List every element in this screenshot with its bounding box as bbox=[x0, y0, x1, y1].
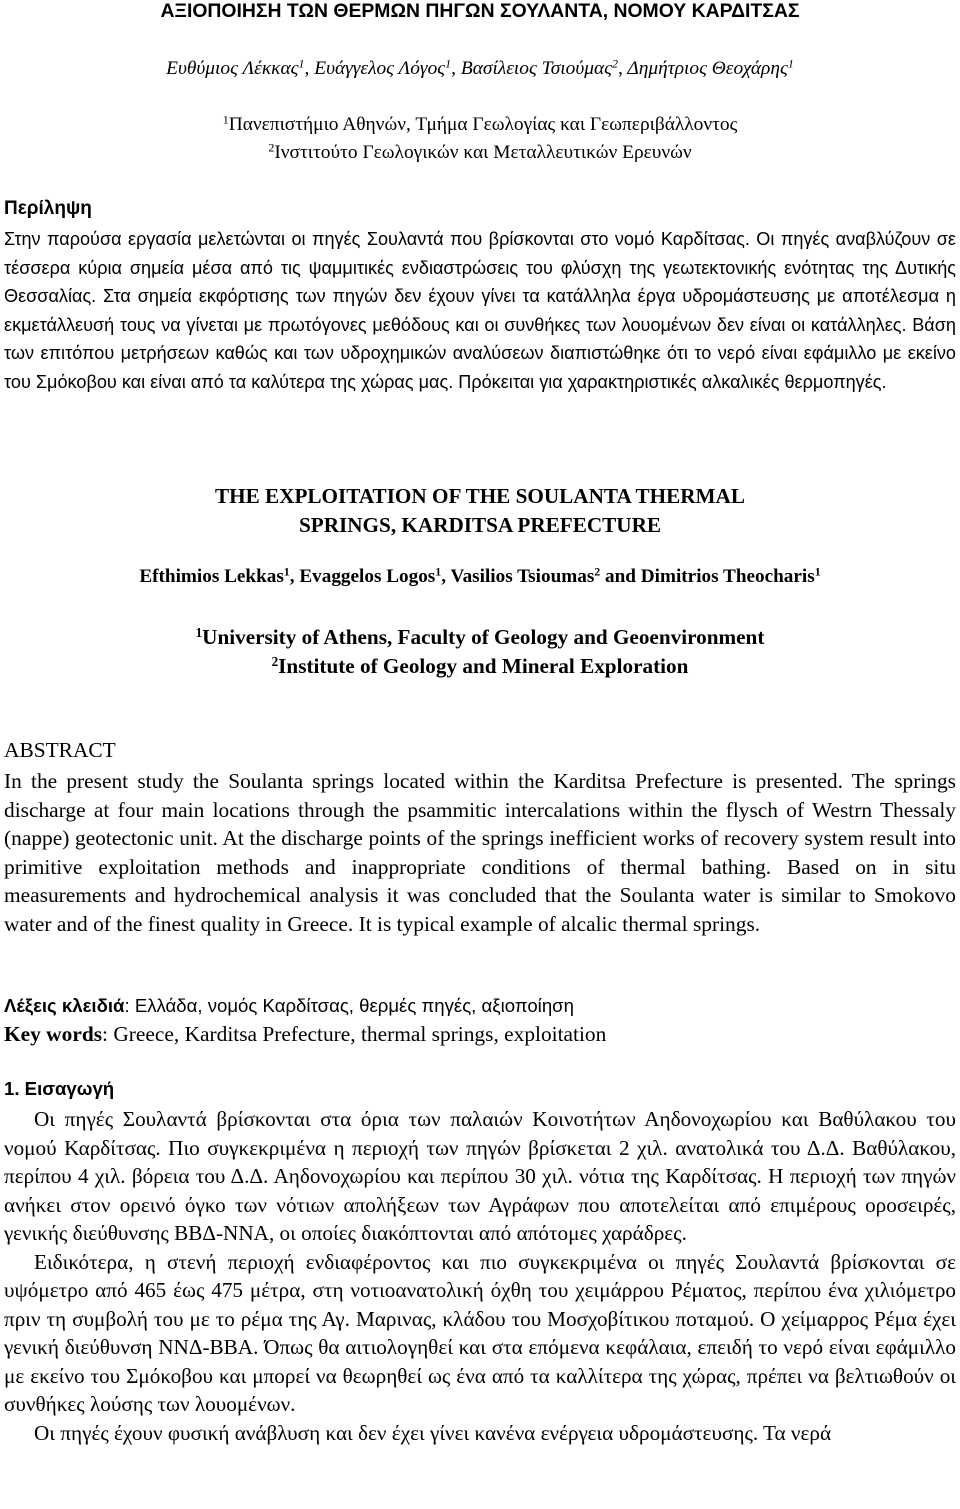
greek-keywords-value: : Ελλάδα, νομός Καρδίτσας, θερμές πηγές, αξιοποίηση bbox=[124, 995, 574, 1016]
greek-title: ΑΞΙΟΠΟΙΗΣΗ ΤΩΝ ΘΕΡΜΩΝ ΠΗΓΩΝ ΣΟΥΛΑΝΤΑ, ΝΟΜΟΥ ΚΑΡΔΙΤΣΑΣ bbox=[160, 0, 800, 22]
greek-abstract bbox=[4, 225, 956, 397]
author-affiliation-marker: 1 bbox=[435, 564, 442, 579]
author: Ευθύμιος Λέκκας bbox=[166, 58, 299, 79]
author: Efthimios Lekkas bbox=[139, 566, 284, 587]
intro-heading: 1. Εισαγωγή bbox=[4, 1078, 115, 1099]
greek-authors: Ευθύμιος Λέκκας$^1$, Ευάγγελος Λόγος$^1$, Βασίλειος Τσιούμας$^2$, Δημήτριος Θεοχάρης$^1$ bbox=[166, 56, 794, 79]
author-affiliation-marker: 2 bbox=[612, 56, 619, 71]
author: Evaggelos Logos bbox=[299, 566, 436, 587]
author-affiliation-marker: 1 bbox=[787, 56, 794, 71]
english-abstract-heading: ABSTRACT bbox=[4, 738, 116, 762]
intro-paragraph: Οι πηγές έχουν φυσική ανάβλυση και δεν έχει γίνει κανένα ενέργεια υδρομάστευσης. Τα νερά bbox=[34, 1420, 832, 1445]
affiliation-text: University of Athens, Faculty of Geology and Geoenvironment bbox=[202, 625, 765, 649]
english-title: THE EXPLOITATION OF THE SOULANTA THERMAL SPRINGS, KARDITSA PREFECTURE bbox=[215, 484, 745, 537]
english-keywords bbox=[4, 1022, 956, 1047]
english-affiliation-1 bbox=[0, 625, 960, 650]
intro-paragraph: Ειδικότερα, η στενή περιοχή ενδιαφέροντος και πιο συγκεκριμένα οι πηγές Σουλαντά βρίσκονται σε υψόμετρο από 465 έως 475 μέτρα, στη νοτιοανατολική όχθη του χειμάρρου Ρέματος, περίπου ένα χιλιόμετρο πριν τη συμβολή του με το ρέμα της Αγ. Μαρινας, κλάδου του Μοσχοβίτικου ποταμού. Ο χείμαρρος Ρέμα έχει γενική διεύθυνση ΝΝΔ-ΒΒΑ. Όπως θα αιτιολογηθεί και στα επόμενα κεφάλαια, επειδή το νερό είναι εφάμιλλο με εκείνο του Σμόκοβου και μπορεί να θεωρηθεί ως ένα από τα καλλίτερα της χώρας, πρέπει να βελτιωθούν οι συνθήκες λούσης των λουομένων. bbox=[4, 1249, 956, 1416]
affiliation-text: Institute of Geology and Mineral Exploration bbox=[278, 654, 689, 678]
affiliation-number: 1 bbox=[195, 624, 203, 640]
english-abstract-text: In the present study the Soulanta springs located within the Karditsa Prefecture is presented. The springs discharge at four main locations through the psammitic intercalations within the flysch of Westrn Thessaly (nappe) geotectonic unit. At the discharge points of the springs inefficient works of recovery system result into primitive exploitation methods and inappropriate conditions of thermal bathing. Based on in situ measurements and hydrochemical analysis it was concluded that the Soulanta water is similar to Smokovo water and of the finest quality in Greece. It is typical example of alcalic thermal springs. bbox=[4, 769, 956, 936]
greek-keywords bbox=[4, 993, 956, 1018]
affiliation-text: Πανεπιστήμιο Αθηνών, Τμήμα Γεωλογίας και Γεωπεριβάλλοντος bbox=[228, 114, 738, 135]
english-authors: Efthimios Lekkas$^1$, Evaggelos Logos$^1$, Vasilios Tsioumas$^2$ and Dimitrios Theocharis$^1$ bbox=[139, 564, 821, 587]
greek-keywords-label: Λέξεις κλειδιά bbox=[4, 995, 125, 1016]
author-affiliation-marker: 2 bbox=[594, 564, 601, 579]
english-abstract bbox=[4, 767, 956, 939]
author: Dimitrios Theocharis bbox=[640, 566, 815, 587]
affiliation-number: 1 bbox=[222, 112, 229, 127]
author-affiliation-marker: 1 bbox=[445, 56, 452, 71]
author: Δημήτριος Θεοχάρης bbox=[627, 58, 788, 79]
english-keywords-label: Key words bbox=[4, 1022, 103, 1046]
greek-affiliation-1 bbox=[0, 114, 960, 136]
author-affiliation-marker: 1 bbox=[814, 564, 821, 579]
greek-abstract-heading: Περίληψη bbox=[4, 198, 92, 219]
author: Vasilios Tsioumas bbox=[450, 566, 595, 587]
affiliation-number: 2 bbox=[271, 653, 279, 669]
affiliation-number: 2 bbox=[268, 140, 275, 155]
greek-affiliation-2 bbox=[0, 142, 960, 164]
author: Βασίλειος Τσιούμας bbox=[460, 58, 613, 79]
author-affiliation-marker: 1 bbox=[298, 56, 305, 71]
english-affiliation-2 bbox=[0, 654, 960, 679]
intro-paragraph: Οι πηγές Σουλαντά βρίσκονται στα όρια των παλαιών Κοινοτήτων Αηδονοχωρίου και Βαθύλακου του νομού Καρδίτσας. Πιο συγκεκριμένα η περιοχή των πηγών βρίσκεται 2 χιλ. ανατολικά του Δ.Δ. Βαθύλακου, περίπου 4 χιλ. βόρεια του Δ.Δ. Αηδονοχωρίου και περίπου 30 χιλ. νότια της Καρδίτσας. Η περιοχή των πηγών ανήκει στον ορεινό όγκο των νότιων απολήξεων των Αγράφων που αποτελείται από επιμέρους οροσειρές, γενικής διεύθυνσης ΒΒΔ-ΝΝΑ, οι οποίες διακόπτονται από απότομες χαράδρες. bbox=[4, 1107, 956, 1245]
author: Ευάγγελος Λόγος bbox=[314, 58, 446, 79]
english-keywords-value: : Greece, Karditsa Prefecture, thermal springs, exploitation bbox=[102, 1022, 607, 1046]
affiliation-text: Ινστιτούτο Γεωλογικών και Μεταλλευτικών Ερευνών bbox=[274, 142, 692, 163]
author-affiliation-marker: 1 bbox=[283, 564, 290, 579]
intro-body bbox=[4, 1105, 956, 1447]
greek-abstract-text: Στην παρούσα εργασία μελετώνται οι πηγές Σουλαντά που βρίσκονται στο νομό Καρδίτσας. Οι πηγές αναβλύζουν σε τέσσερα κύρια σημεία μέσα από τις ψαμμιτικές ενδιαστρώσεις του φλύσχη της γεωτεκτονικής ενότητας της Δυτικής Θεσσαλίας. Στα σημεία εκφόρτισης των πηγών δεν έχουν γίνει τα κατάλληλα έργα υδρομάστευσης με αποτέλεσμα η εκμετάλλευσή τους να γίνεται με πρωτόγονες μεθόδους και οι συνθήκες των λουομένων δεν είναι οι κατάλληλες. Βάση των επιτόπου μετρήσεων καθώς και των υδροχημικών αναλύσεων διαπιστώθηκε ότι το νερό είναι εφάμιλλο με εκείνο του Σμόκοβου και είναι από τα καλύτερα της χώρας μας. Πρόκειται για χαρακτηριστικές αλκαλικές θερμοπηγές. bbox=[4, 229, 956, 392]
